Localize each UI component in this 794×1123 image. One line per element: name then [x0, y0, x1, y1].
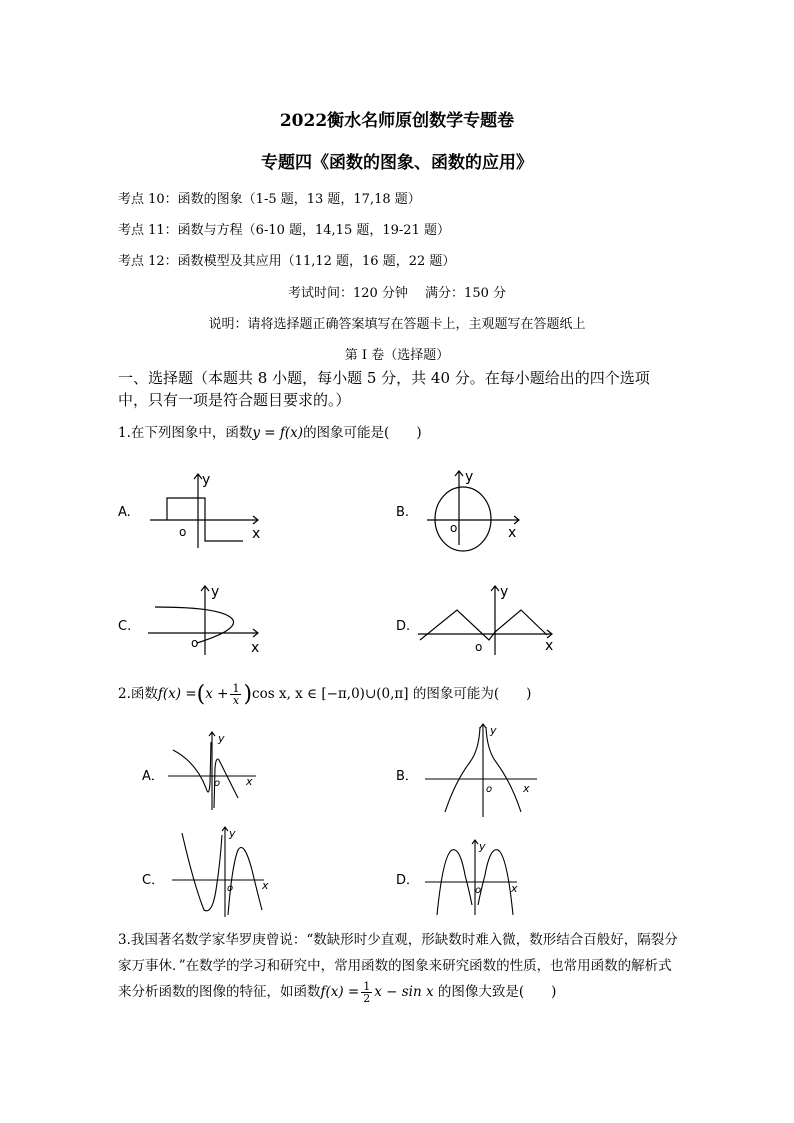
q1d-origin: o	[475, 640, 483, 654]
q2-fx: f(x) =	[157, 686, 197, 702]
q2c-origin: o	[227, 883, 234, 894]
q1-graph-a[interactable]	[145, 468, 270, 553]
q1-option-c-label[interactable]: C.	[118, 619, 132, 634]
q1a-y-label: y	[202, 472, 211, 488]
volume-heading: 第 I 卷（选择题）	[344, 348, 450, 363]
q2-graph-b[interactable]	[425, 722, 545, 817]
q2-fraction: $\frac{1}{x}$	[232, 682, 240, 707]
q2-post: 的图象可能为( )	[408, 686, 532, 702]
q2-x: x +	[205, 686, 229, 702]
q1-graph-b[interactable]	[422, 465, 532, 550]
q3-rest: x − sin x	[374, 984, 434, 1000]
q1c-y-label: y	[211, 584, 220, 600]
q2-option-a-label[interactable]: A．	[142, 769, 164, 784]
q1-graph-d[interactable]	[415, 580, 565, 660]
q2b-y-label: y	[490, 724, 497, 737]
q2a-y-label: y	[218, 732, 225, 745]
question-2: 2.函数f(x) =(x + $\frac{1}{x}$ )cos x, x ∈ [−π,0)∪(0,π] 的图象可能为( )	[118, 682, 532, 707]
q2d-y-label: y	[479, 840, 486, 853]
exam-info: 考试时间：120 分钟 满分：150 分	[287, 286, 507, 301]
q1-math: y = f(x)	[252, 425, 304, 441]
q2b-x-label: x	[523, 782, 530, 795]
q2-graph-c[interactable]	[172, 825, 272, 920]
q2d-x-label: x	[511, 882, 518, 895]
q1-post: 的图象可能是( )	[303, 425, 422, 441]
q1a-origin: o	[179, 525, 187, 539]
q3-text: 3.我国著名数学家华罗庚曾说：“数缺形时少直观，形缺数时难入微，数形结合百般好，隔裂分家万事休．”在数学的学习和研究中，常用函数的图象来研究函数的性质，也常用函数的解析式来分析函数的图像的特征，如函数	[118, 932, 678, 1000]
q2c-y-label: y	[229, 827, 236, 840]
instruction: 说明：请将选择题正确答案填写在答题卡上，主观题写在答题纸上	[208, 317, 586, 332]
q2b-origin: o	[486, 784, 493, 795]
question-3	[118, 927, 678, 1005]
q2-rest: cos x, x ∈ [−π,0)∪(0,π]	[252, 686, 409, 702]
q1-option-b-label[interactable]: B.	[396, 505, 410, 520]
q2-option-c-label[interactable]: C．	[142, 873, 165, 888]
q2-option-b-label[interactable]: B．	[396, 769, 418, 784]
kaodian-10: 考点 10：函数的图象（1-5 题，13 题，17,18 题）	[118, 192, 421, 207]
q2-graph-d[interactable]	[425, 835, 525, 920]
section-1-heading: 一、选择题（本题共 8 小题，每小题 5 分，共 40 分。在每小题给出的四个选项中，只有一项是符合题目要求的。）	[118, 369, 650, 409]
q3-post: 的图像大致是( )	[433, 984, 557, 1000]
q1-option-d-label[interactable]: D.	[396, 619, 411, 634]
q3-fx: f(x) =	[320, 984, 360, 1000]
page-title: 2022衡水名师原创数学专题卷	[279, 111, 515, 131]
q1c-x-label: x	[251, 640, 260, 656]
question-1	[118, 421, 422, 441]
q1c-origin: o	[191, 636, 199, 650]
q1d-y-label: y	[500, 584, 509, 600]
q2d-origin: o	[475, 885, 482, 896]
q1b-y-label: y	[465, 469, 474, 485]
q1b-x-label: x	[508, 525, 517, 541]
q2a-x-label: x	[246, 775, 253, 788]
kaodian-11: 考点 11：函数与方程（6-10 题，14,15 题，19-21 题）	[118, 223, 450, 238]
q2-option-d-label[interactable]: D．	[396, 873, 420, 888]
q1b-origin: o	[450, 521, 458, 535]
q1-graph-c[interactable]	[145, 580, 270, 660]
q1-pre: 1.在下列图象中，函数	[118, 425, 253, 441]
q2c-x-label: x	[262, 879, 269, 892]
page-subtitle: 专题四《函数的图象、函数的应用》	[261, 153, 533, 173]
q3-fraction: $\frac{1}{2}$	[363, 980, 371, 1005]
kaodian-12: 考点 12：函数模型及其应用（11,12 题，16 题，22 题）	[118, 254, 456, 269]
q2-pre: 2.函数	[118, 686, 158, 702]
q2a-origin: o	[214, 778, 221, 789]
q1d-x-label: x	[545, 638, 554, 654]
q2-graph-a[interactable]	[168, 728, 263, 813]
q1-option-a-label[interactable]: A.	[118, 505, 131, 520]
q1a-x-label: x	[252, 526, 261, 542]
